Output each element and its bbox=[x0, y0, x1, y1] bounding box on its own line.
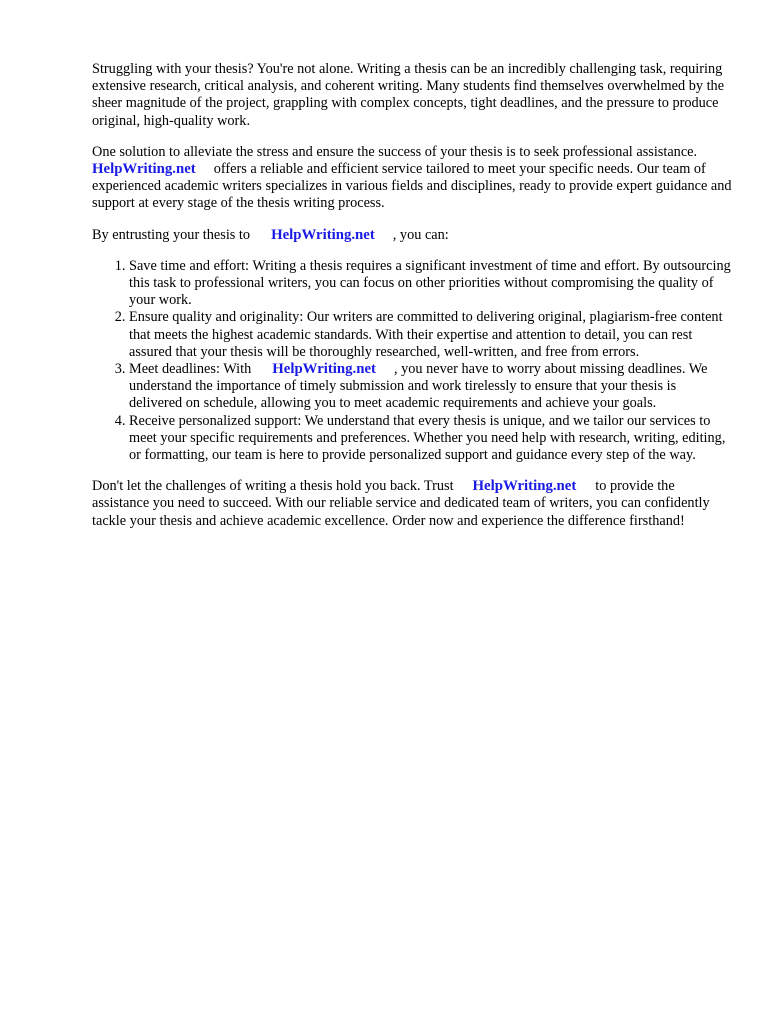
list-item-text-after: , you never have to worry about missing deadlines. We understand the importance of timely submission and work tirelessly to ensure that your thesis is delivered on schedule, allowing you to meet academic requirements and achieve your goals. bbox=[129, 361, 708, 412]
list-item bbox=[129, 258, 732, 310]
closing-text-before: Don't let the challenges of writing a thesis hold you back. Trust bbox=[92, 478, 454, 495]
helpwriting-link[interactable]: HelpWriting.net bbox=[472, 478, 577, 495]
helpwriting-link[interactable]: HelpWriting.net bbox=[92, 161, 196, 178]
document-page bbox=[92, 61, 732, 530]
entrust-paragraph bbox=[92, 227, 732, 244]
list-item bbox=[129, 413, 732, 465]
list-item-text-before: Meet deadlines: With bbox=[129, 361, 252, 378]
list-item bbox=[129, 361, 732, 413]
entrust-text-after: , you can: bbox=[392, 226, 449, 243]
closing-paragraph bbox=[92, 478, 732, 530]
solution-paragraph bbox=[92, 144, 732, 213]
helpwriting-link[interactable]: HelpWriting.net bbox=[272, 361, 376, 378]
list-item bbox=[129, 309, 732, 361]
solution-text-before: One solution to alleviate the stress and ensure the success of your thesis is to seek professional assistance. bbox=[92, 143, 698, 160]
entrust-text-before: By entrusting your thesis to bbox=[92, 226, 251, 243]
list-item-text: Ensure quality and originality: Our writers are committed to delivering original, plagiarism-free content that meets the highest academic standards. With their expertise and attention to detail, you can rest assured that your thesis will be thoroughly researched, well-written, and free from errors. bbox=[129, 309, 723, 360]
closing-text-after: to provide the assistance you need to succeed. With our reliable service and dedicated team of writers, you can confidently tackle your thesis and achieve academic excellence. Order now and experience the difference firsthand! bbox=[92, 478, 710, 529]
helpwriting-link[interactable]: HelpWriting.net bbox=[271, 226, 375, 243]
list-item-text: Receive personalized support: We understand that every thesis is unique, and we tailor our services to meet your specific requirements and preferences. Whether you need help with research, writing, editing, or formatting, our team is here to provide personalized support and guidance every step of the way. bbox=[129, 412, 726, 464]
intro-paragraph: Struggling with your thesis? You're not alone. Writing a thesis can be an incredibly challenging task, requiring extensive research, critical analysis, and coherent writing. Many students find themselves overwhelmed by the sheer magnitude of the project, grappling with complex concepts, tight deadlines, and the pressure to produce original, high-quality work. bbox=[92, 61, 725, 129]
solution-text-after: offers a reliable and efficient service tailored to meet your specific needs. Our team of experienced academic writers specializes in various fields and disciplines, ready to provide expert guidance and support at every stage of the thesis writing process. bbox=[92, 161, 732, 212]
list-item-text: Save time and effort: Writing a thesis requires a significant investment of time and effort. By outsourcing this task to professional writers, you can focus on other priorities without compromising the quality of your work. bbox=[129, 257, 731, 309]
benefits-list bbox=[92, 258, 732, 464]
